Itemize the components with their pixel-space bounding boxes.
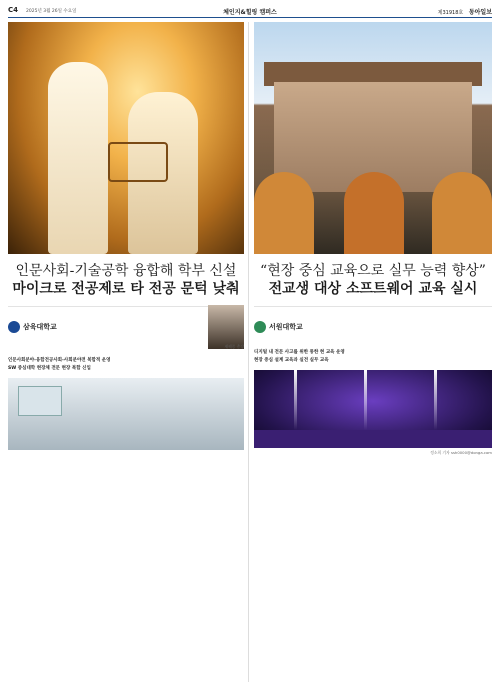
left-headline: 인문사회-기술공학 융합해 학부 신설	[15, 263, 237, 279]
byline: 정소희 기자 ssh0000@donga.com	[430, 450, 492, 455]
emblem-icon	[254, 321, 266, 333]
lab-photo	[8, 22, 244, 254]
column-divider	[248, 22, 249, 682]
classroom-photo	[8, 378, 244, 450]
university-logo: 삼육대학교	[8, 321, 57, 333]
left-subhead-2: SW 중심대학 현장체 전문 현장 복합 신입	[8, 366, 91, 371]
left-subhead-1: 인문사회분야-융합전공사회-사회분야전 복합적 운영	[8, 358, 111, 363]
newspaper-logo: 동아일보	[468, 9, 492, 16]
portrait-caption: 제해종 총장	[224, 344, 244, 349]
right-logo-row	[254, 306, 492, 342]
left-article	[8, 22, 244, 450]
right-headline: “현장 중심 교육으로 실무 능력 향상”	[260, 263, 486, 279]
left-body	[8, 356, 244, 450]
president-portrait	[208, 305, 244, 349]
left-logo-row	[8, 306, 244, 342]
campus-photo	[254, 22, 492, 254]
issue-info	[438, 7, 492, 16]
shield-icon	[8, 321, 20, 333]
section-title: 체인지&힐링 캠퍼스	[223, 9, 277, 16]
right-subhead-1: 디지털 내 전문 사고를 위한 통한 현 교육 운영	[254, 350, 345, 355]
right-body	[254, 348, 492, 456]
right-subheadline: 전교생 대상 소프트웨어 교육 실시	[268, 281, 478, 297]
concert-photo	[254, 370, 492, 448]
publication-date: 2025년 3월 26일 수요일	[26, 9, 77, 14]
page-number: C4	[8, 6, 19, 14]
left-subheadline: 마이크로 전공제로 타 전공 문턱 낮춰	[12, 281, 240, 297]
university-logo: 서원대학교	[254, 321, 303, 333]
issue-number: 제31918호	[437, 10, 464, 16]
right-article	[254, 22, 492, 456]
right-subhead-2: 현장 중심 설계 교육과 실전 실무 교육	[254, 358, 329, 363]
page-header	[8, 6, 492, 18]
